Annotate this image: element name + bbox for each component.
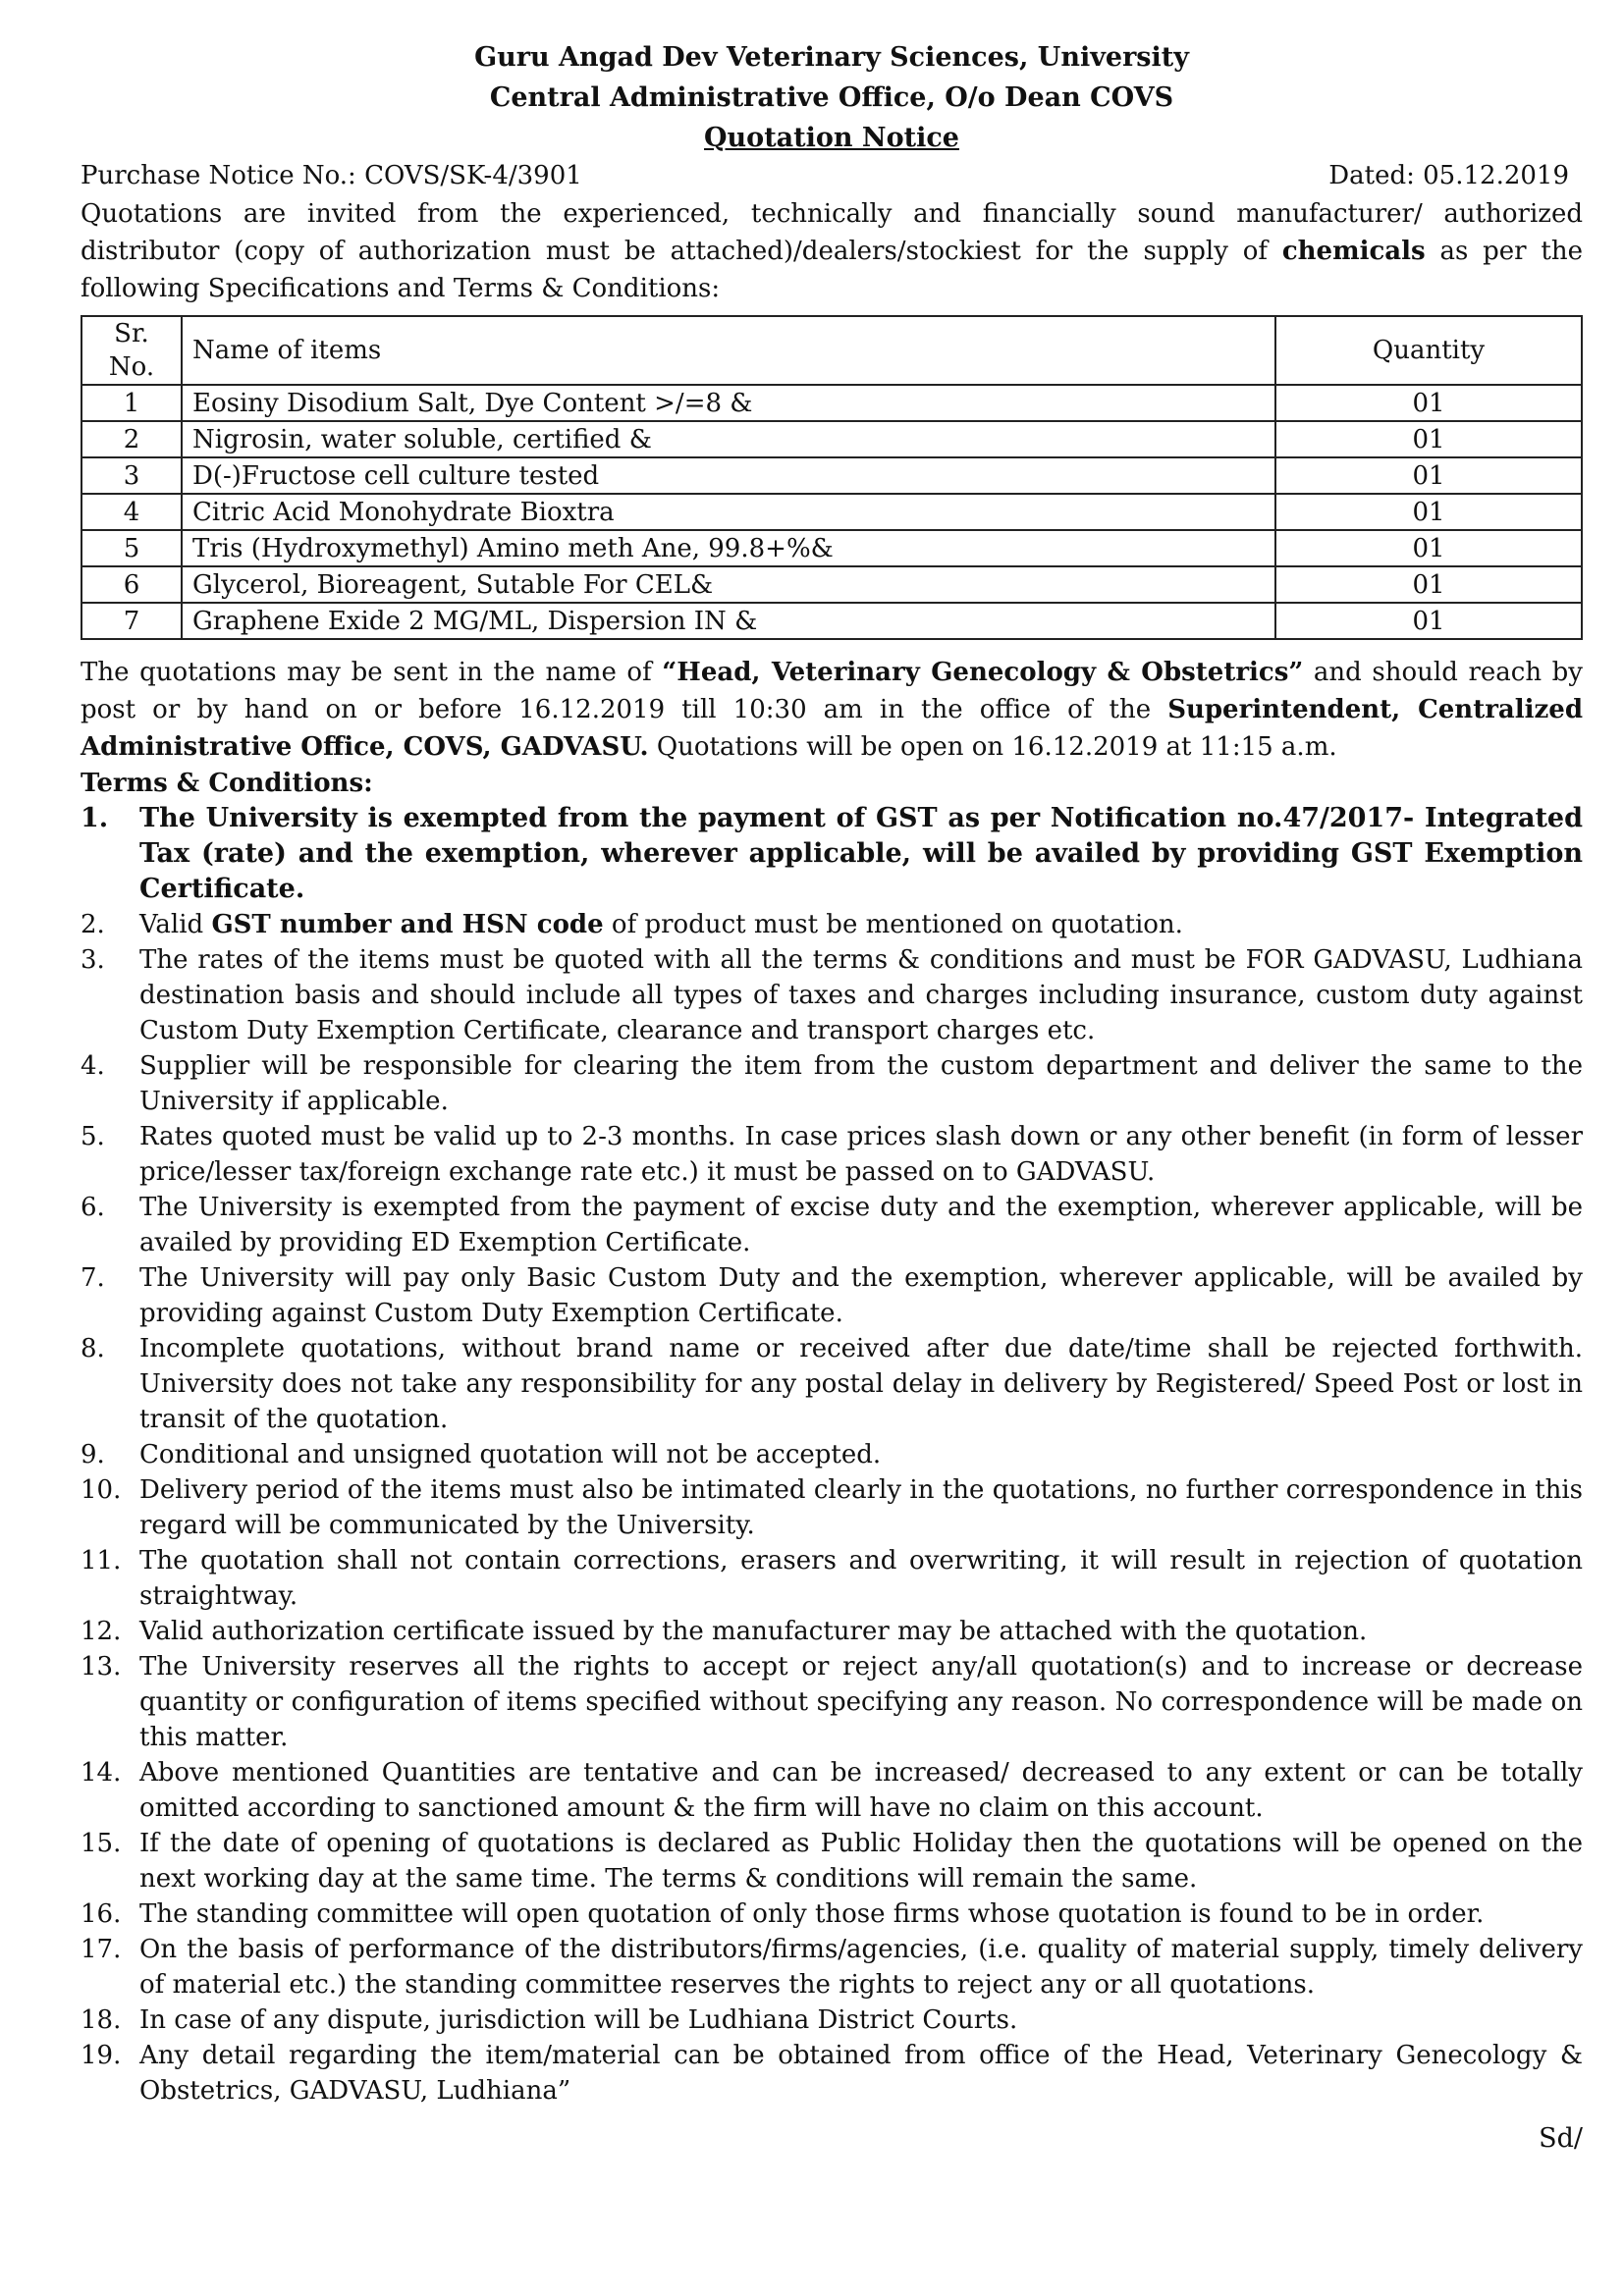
intro-paragraph [81,195,1583,307]
items-table [81,315,1583,640]
cell-qty: 01 [1275,603,1582,639]
term-number: 17. [81,1935,122,1964]
term-text: On the basis of performance of the distributors/firms/agencies, (i.e. quality of material supply, timely delivery of material etc.) the standing committee reserves the rights to reject any or all quotations. [139,1935,1583,2000]
cell-item: Glycerol, Bioreagent, Sutable For CEL& [182,566,1275,603]
term-item [81,1649,1583,1755]
term-number: 12. [81,1617,122,1646]
term-item [81,1190,1583,1260]
office-bold: Superintendent, Centralized Administrative Office, COVS, GADVASU. [81,695,1584,762]
term-item [81,1472,1583,1543]
col-header-quantity: Quantity [1275,316,1582,385]
term-text: Delivery period of the items must also be intimated clearly in the quotations, no further correspondence in this regard will be communicated by the University. [139,1475,1583,1540]
term-text: The standing committee will open quotation of only those firms whose quotation is found to be in order. [139,1899,1485,1929]
term-text: The University is exempted from the payment of GST as per Notification no.47/2017- Integrated Tax (rate) and the exemption, wherever applicable, will be availed by providing GST Exemption Certificate. [139,803,1583,904]
term-text: Valid authorization certificate issued by the manufacturer may be attached with the quotation. [139,1617,1368,1646]
term-text: In case of any dispute, jurisdiction will be Ludhiana District Courts. [139,2005,1018,2035]
cell-qty: 01 [1275,385,1582,421]
table-header-row [81,316,1582,385]
col-header-sr: Sr. No. [81,316,182,385]
submission-text-1: The quotations may be sent in the name of [81,658,663,687]
intro-bold: chemicals [1281,237,1426,266]
term-number: 4. [81,1051,105,1081]
term-item [81,2002,1583,2038]
term-item [81,1826,1583,1896]
term-number: 3. [81,945,105,975]
term-item [81,942,1583,1048]
term-item [81,1437,1583,1472]
cell-qty: 01 [1275,457,1582,494]
term-text: Incomplete quotations, without brand name or received after due date/time shall be rejected forthwith. University does not take any responsibility for any postal delay in delivery by Registered/ Speed Post or lost in transit of the quotation. [139,1334,1583,1434]
term-number: 9. [81,1440,105,1469]
term-number: 16. [81,1899,122,1929]
term-text: If the date of opening of quotations is declared as Public Holiday then the quotations will be opened on the next working day at the same time. The terms & conditions will remain the same. [139,1829,1583,1894]
term-number: 11. [81,1546,122,1575]
table-row [81,385,1582,421]
submission-paragraph [81,654,1583,766]
term-text: The rates of the items must be quoted with all the terms & conditions and must be FOR GADVASU, Ludhiana destination basis and should include all types of taxes and charges including insurance, custom duty against Custom Duty Exemption Certificate, clearance and transport charges etc. [139,945,1583,1045]
cell-item: Nigrosin, water soluble, certified & [182,421,1275,457]
cell-item: D(-)Fructose cell culture tested [182,457,1275,494]
term-item [81,1260,1583,1331]
terms-list [81,801,1583,2109]
cell-sr: 7 [81,603,182,639]
term-item [81,1932,1583,2002]
cell-qty: 01 [1275,566,1582,603]
term-item [81,1119,1583,1190]
term-number: 15. [81,1829,122,1858]
cell-sr: 1 [81,385,182,421]
term-number: 18. [81,2005,122,2035]
term-item [81,1543,1583,1614]
document-title: Quotation Notice [704,123,959,153]
table-row [81,530,1582,566]
notice-meta [81,156,1583,195]
cell-sr: 5 [81,530,182,566]
cell-sr: 2 [81,421,182,457]
term-item [81,2038,1583,2109]
term-item [81,1048,1583,1119]
term-number: 7. [81,1263,105,1293]
term-number: 10. [81,1475,122,1505]
term-item [81,1896,1583,1932]
term-number: 14. [81,1758,122,1788]
submission-text-3: Quotations will be open on 16.12.2019 at 11:15 a.m. [648,732,1337,762]
cell-qty: 01 [1275,421,1582,457]
term-text: The quotation shall not contain corrections, erasers and overwriting, it will result in rejection of quotation straightway. [139,1546,1583,1611]
term-text: The University will pay only Basic Custom Duty and the exemption, wherever applicable, will be availed by providing against Custom Duty Exemption Certificate. [139,1263,1583,1328]
term-item [81,907,1583,942]
quotation-notice-page [81,37,1583,2109]
term-number: 8. [81,1334,105,1363]
term-item [81,1755,1583,1826]
notice-date: Dated: 05.12.2019 [1328,161,1569,190]
term-text: Valid GST number and HSN code of product must be mentioned on quotation. [139,910,1183,939]
table-row [81,421,1582,457]
cell-qty: 01 [1275,530,1582,566]
submission-text-2: and should reach by post or by hand on or before 16.12.2019 till 10:30 am in the office of the [81,658,1583,724]
term-number: 1. [81,803,109,833]
term-item [81,1614,1583,1649]
col-header-item: Name of items [182,316,1275,385]
cell-item: Citric Acid Monohydrate Bioxtra [182,494,1275,530]
term-text: The University reserves all the rights to accept or reject any/all quotation(s) and to increase or decrease quantity or configuration of items specified without specifying any reason. No correspondence will be made on this matter. [139,1652,1583,1752]
terms-heading: Terms & Conditions: [81,769,373,798]
term-item [81,1331,1583,1437]
notice-number: Purchase Notice No.: COVS/SK-4/3901 [81,161,582,190]
table-row [81,603,1582,639]
term-text: Supplier will be responsible for clearing the item from the custom department and deliver the same to the University if applicable. [139,1051,1583,1116]
term-text: Any detail regarding the item/material can be obtained from office of the Head, Veterinary Genecology & Obstetrics, GADVASU, Ludhiana” [139,2041,1583,2106]
intro-text-2: as per the following Specifications and Terms & Conditions: [81,237,1583,303]
cell-sr: 6 [81,566,182,603]
signature-mark: Sd/ [1539,2123,1583,2154]
table-row [81,566,1582,603]
term-number: 2. [81,910,105,939]
cell-item: Eosiny Disodium Salt, Dye Content >/=8 & [182,385,1275,421]
cell-sr: 3 [81,457,182,494]
term-number: 13. [81,1652,122,1682]
term-number: 5. [81,1122,105,1151]
term-text: Above mentioned Quantities are tentative and can be increased/ decreased to any extent or can be totally omitted according to sanctioned amount & the firm will have no claim on this account. [139,1758,1583,1823]
term-text: The University is exempted from the payment of excise duty and the exemption, wherever applicable, will be availed by providing ED Exemption Certificate. [139,1193,1583,1257]
cell-item: Tris (Hydroxymethyl) Amino meth Ane, 99.8+%& [182,530,1275,566]
term-text: Conditional and unsigned quotation will not be accepted. [139,1440,882,1469]
table-row [81,494,1582,530]
university-name: Guru Angad Dev Veterinary Sciences, University [474,42,1189,73]
intro-text-1: Quotations are invited from the experienced, technically and financially sound manufacturer/ authorized distributor (copy of authorization must be attached)/dealers/stockiest for the supply of [81,199,1583,266]
term-item [81,801,1583,907]
term-number: 6. [81,1193,105,1222]
table-row [81,457,1582,494]
cell-sr: 4 [81,494,182,530]
term-number: 19. [81,2041,122,2070]
cell-qty: 01 [1275,494,1582,530]
office-name: Central Administrative Office, O/o Dean COVS [489,82,1174,113]
addressee-bold: “Head, Veterinary Genecology & Obstetrics” [662,658,1304,687]
term-text: Rates quoted must be valid up to 2-3 months. In case prices slash down or any other benefit (in form of lesser price/lesser tax/foreign exchange rate etc.) it must be passed on to GADVASU. [139,1122,1583,1187]
cell-item: Graphene Exide 2 MG/ML, Dispersion IN & [182,603,1275,639]
